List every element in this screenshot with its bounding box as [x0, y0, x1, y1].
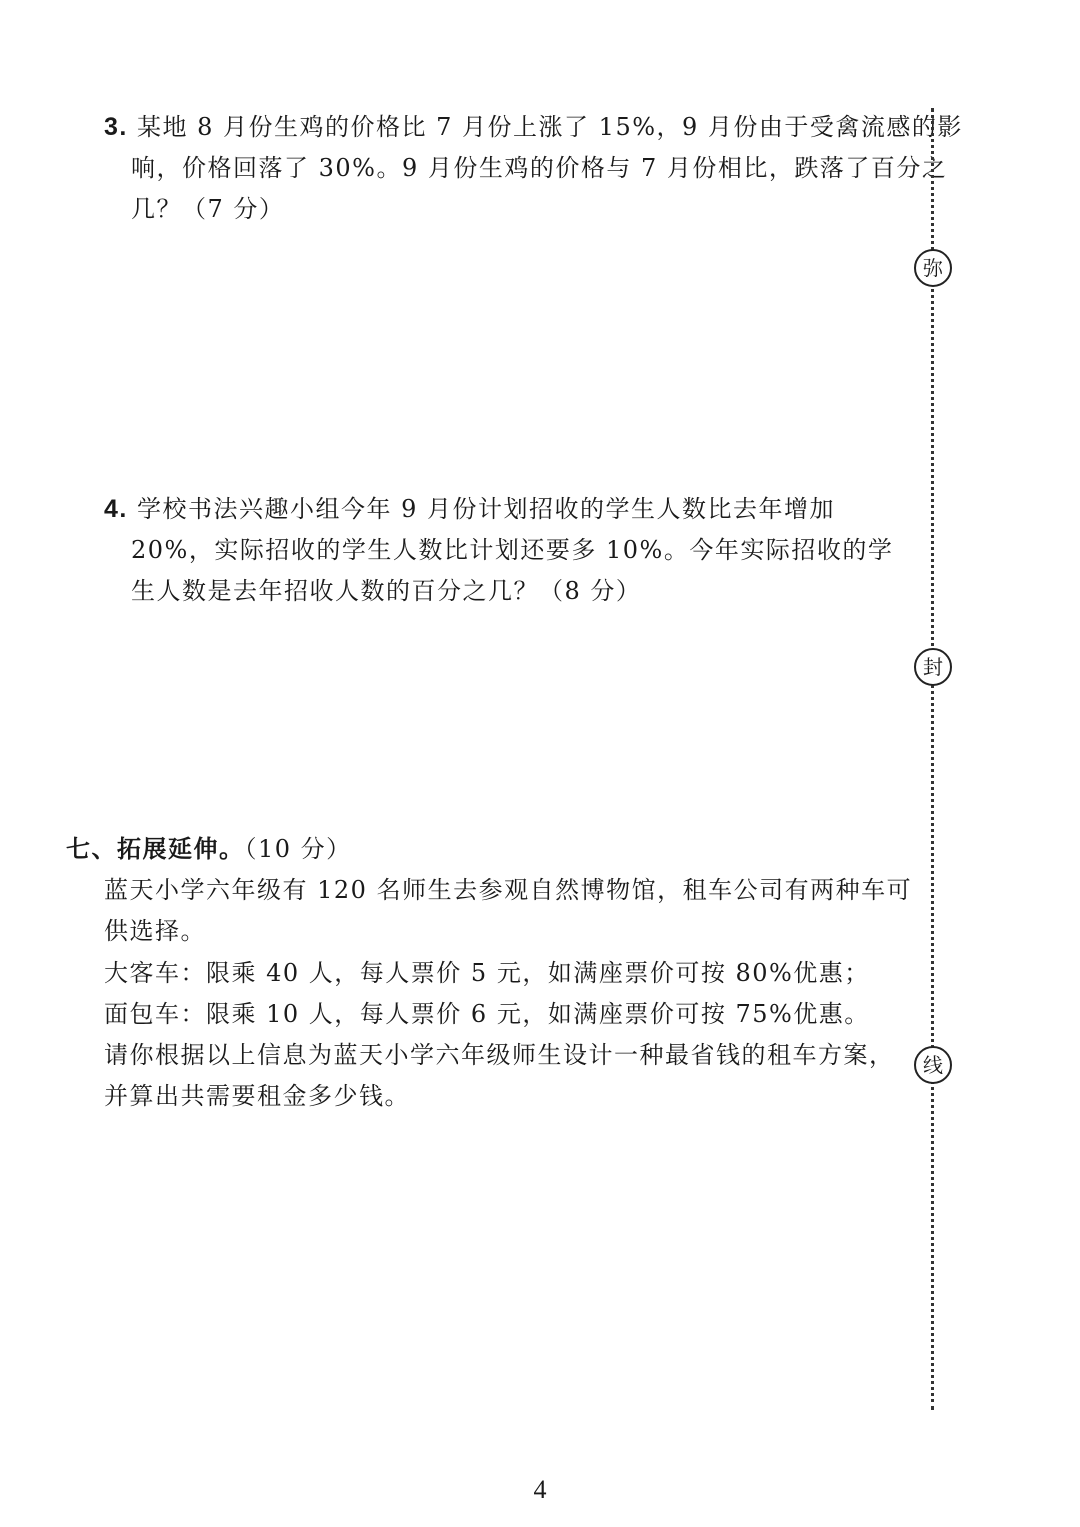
- question-4-line-1: 学校书法兴趣小组今年 9 月份计划招收的学生人数比去年增加: [137, 495, 836, 523]
- question-4-line-2: 20%，实际招收的学生人数比计划还要多 10%。今年实际招收的学: [131, 536, 894, 564]
- question-4-number: 4.: [104, 495, 128, 523]
- section-7-line-1: 蓝天小学六年级有 120 名师生去参观自然博物馆，租车公司有两种车可: [104, 876, 913, 904]
- section-7-line-4: 面包车：限乘 10 人，每人票价 6 元，如满座票价可按 75%优惠。: [104, 1000, 870, 1028]
- section-7-title: 七、拓展延伸。: [66, 835, 245, 863]
- seal-mark-top: 弥: [914, 249, 952, 287]
- section-7-line-5: 请你根据以上信息为蓝天小学六年级师生设计一种最省钱的租车方案，: [104, 1041, 895, 1069]
- question-3-line-3: 几？（7 分）: [131, 195, 285, 223]
- question-3-number: 3.: [104, 113, 128, 141]
- question-3-line-1: 某地 8 月份生鸡的价格比 7 月份上涨了 15%，9 月份由于受禽流感的影: [137, 113, 963, 141]
- question-4-line-3: 生人数是去年招收人数的百分之几？（8 分）: [131, 577, 642, 605]
- section-7-points: （10 分）: [244, 835, 352, 863]
- question-3-line-2: 响，价格回落了 30%。9 月份生鸡的价格与 7 月份相比，跌落了百分之: [131, 154, 948, 182]
- seal-mark-middle: 封: [914, 648, 952, 686]
- section-7-line-3: 大客车：限乘 40 人，每人票价 5 元，如满座票价可按 80%优惠；: [104, 959, 870, 987]
- seal-mark-bottom: 线: [914, 1046, 952, 1084]
- binding-dotted-line: [931, 108, 934, 1410]
- section-7-line-6: 并算出共需要租金多少钱。: [104, 1082, 410, 1110]
- page-number: 4: [533, 1475, 547, 1504]
- section-7-line-2: 供选择。: [104, 917, 206, 945]
